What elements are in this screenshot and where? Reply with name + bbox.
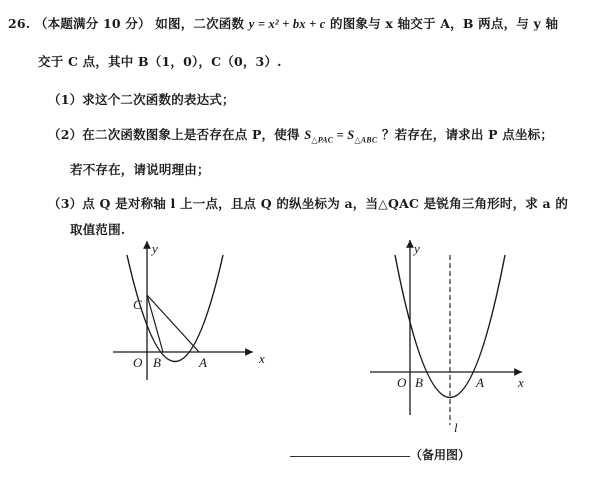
line-l-label: l (454, 420, 458, 435)
area-mid: = S (333, 128, 355, 142)
area-left-sub: △PAC (311, 135, 334, 145)
point-b-label: B (153, 355, 161, 370)
problem-line-1 (8, 14, 558, 32)
point-a-label: A (199, 355, 207, 370)
origin-label: O (133, 355, 143, 370)
problem-line-2: 交于 C 点，其中 B（1，0），C（0，3）. (38, 54, 282, 69)
question-1: （1）求这个二次函数的表达式； (48, 92, 235, 107)
point-a-label: A (476, 375, 484, 390)
intro-text: 如图，二次函数 (155, 16, 245, 31)
answer-blank (290, 456, 410, 457)
figure-1 (105, 235, 270, 385)
question-2-line-2: 若不存在，请说明理由； (70, 162, 210, 177)
y-label: y (414, 241, 420, 256)
x-label: x (259, 351, 265, 366)
question-2 (48, 125, 553, 145)
q2-head: （2）在二次函数图象上是否存在点 P，使得 (48, 127, 300, 142)
origin-label: O (397, 375, 407, 390)
q2-tail: ？若存在，请求出 P 点坐标； (381, 127, 554, 142)
x-label: x (518, 375, 524, 390)
backup-figure-caption: （备用图） (410, 448, 471, 462)
function-formula: y = x² + bx + c (248, 17, 326, 31)
point-b-label: B (415, 375, 423, 390)
area-equation (304, 128, 378, 145)
area-left-s: S (304, 128, 312, 142)
question-3-line-1: （3）点 Q 是对称轴 l 上一点，且点 Q 的纵坐标为 a，当△QAC 是锐角三角形时，求 a 的 (48, 196, 569, 211)
point-c-label: C (133, 297, 142, 312)
problem-number: 26. (8, 16, 31, 31)
figure-2 (350, 235, 530, 435)
question-3-line-2: 取值范围. (70, 222, 126, 237)
intro-tail: 的图象与 x 轴交于 A，B 两点，与 y 轴 (330, 16, 559, 31)
area-right-sub: △ABC (354, 135, 378, 145)
score-note: （本题满分 10 分） (34, 16, 151, 31)
y-label: y (152, 241, 158, 256)
